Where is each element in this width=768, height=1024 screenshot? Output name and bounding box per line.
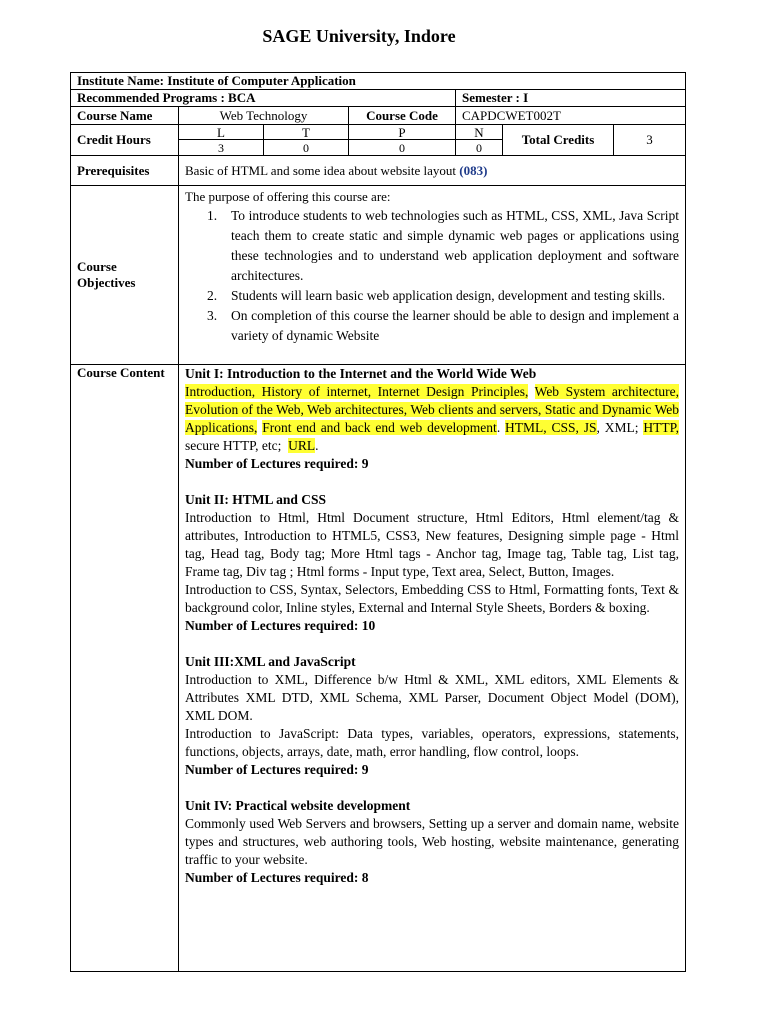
course-name-label: Course Name	[77, 107, 153, 123]
credit-n-value: 0	[455, 139, 503, 156]
unit2-body1: Introduction to Html, Html Document structure, Html Editors, Html element/tag & attributes, Introduction to HTML5, CSS3, New features, Designing simple page - Html tag, Head tag, Body tag; More Html tags - Anchor tag, Image tag, Table tag, List tag, Frame tag, Div tag ; Html forms - Input type, Text area, Select, Button, Images.	[185, 510, 679, 579]
prerequisites-label: Prerequisites	[77, 162, 150, 178]
prerequisites-code: (083)	[459, 162, 488, 178]
unit3-lectures: Number of Lectures required: 9	[185, 762, 369, 777]
unit4-lectures: Number of Lectures required: 8	[185, 870, 369, 885]
unit3-body2: Introduction to JavaScript: Data types, variables, operators, expressions, statements, functions, objects, arrays, date, math, error handling, flow control, loops.	[185, 726, 679, 759]
credit-p-value: 0	[348, 139, 456, 156]
prerequisites-value-cell	[178, 155, 686, 186]
total-credits-value-cell	[613, 124, 686, 156]
content-value-cell	[178, 364, 686, 972]
objectives-value-cell	[178, 185, 686, 365]
credit-hours-label-cell	[70, 124, 179, 156]
unit2-title: Unit II: HTML and CSS	[185, 492, 327, 507]
content-label-cell	[70, 364, 179, 972]
objectives-label-line2: Objectives	[77, 275, 136, 290]
credit-l-header: L	[178, 124, 264, 140]
unit2-body2: Introduction to CSS, Syntax, Selectors, Embedding CSS to Html, Formatting fonts, Text & background color, Inline styles, External and Internal Style Sheets, Borders & boxing.	[185, 582, 679, 615]
objective-item: 1. To introduce students to web technologies such as HTML, CSS, XML, Java Script teach them to create static and simple dynamic web pages or applications using these technologies and to understand web application deployment and software architectures.	[207, 208, 679, 283]
semester-cell	[455, 89, 686, 107]
course-code-value-cell	[455, 106, 686, 125]
unit4-body1: Commonly used Web Servers and browsers, Setting up a server and domain name, website types and structures, web authoring tools, Web hosting, website maintenance, generating traffic to your website.	[185, 816, 679, 867]
content-label: Course Content	[77, 365, 165, 380]
total-credits-label: Total Credits	[521, 132, 595, 147]
unit1-title: Unit I: Introduction to the Internet and the World Wide Web	[185, 366, 537, 381]
prerequisites-label-cell	[70, 155, 179, 186]
course-name-value-cell	[178, 106, 349, 125]
credit-t-value: 0	[263, 139, 349, 156]
objective-item: 2. Students will learn basic web application design, development and testing skills.	[207, 288, 666, 303]
institute-name: Institute Name: Institute of Computer Application	[77, 73, 356, 88]
programs-cell	[70, 89, 456, 107]
unit2-lectures: Number of Lectures required: 10	[185, 618, 376, 633]
credit-t-header: T	[263, 124, 349, 140]
unit3-title: Unit III:XML and JavaScript	[185, 654, 356, 669]
course-name-label-cell	[70, 106, 179, 125]
course-code-label: Course Code	[366, 107, 438, 123]
prerequisites-text: Basic of HTML and some idea about website layout	[185, 162, 460, 178]
course-name-value: Web Technology	[219, 107, 308, 123]
objectives-list	[185, 206, 679, 346]
semester: Semester : I	[462, 90, 529, 105]
unit1-body: Introduction, History of internet, Internet Design Principles, Web System architecture, Evolution of the Web, Web architectures, Web clients and servers, Static and Dynamic Web Applications, Front end and back end web development. HTML, CSS, JS, XML; HTTP, secure HTTP, etc; URL.	[185, 384, 680, 453]
credit-n-header: N	[455, 124, 503, 140]
institute-cell	[70, 72, 686, 90]
syllabus-table	[70, 72, 686, 972]
credit-p-header: P	[348, 124, 456, 140]
credit-l-value: 3	[178, 139, 264, 156]
page-title: SAGE University, Indore	[262, 26, 456, 46]
total-credits-label-cell	[502, 124, 614, 156]
course-code-label-cell	[348, 106, 456, 125]
recommended-programs: Recommended Programs : BCA	[77, 90, 256, 105]
unit1-lectures: Number of Lectures required: 9	[185, 456, 369, 471]
course-code-value: CAPDCWET002T	[462, 107, 561, 123]
objectives-label-cell	[70, 185, 179, 365]
total-credits-value: 3	[646, 132, 653, 147]
objective-item: 3. On completion of this course the learner should be able to design and implement a variety of dynamic Website	[207, 308, 679, 343]
unit4-title: Unit IV: Practical website development	[185, 798, 411, 813]
credit-hours-label: Credit Hours	[77, 132, 151, 147]
objectives-label-line1: Course	[77, 259, 117, 274]
unit3-body1: Introduction to XML, Difference b/w Html & XML, XML editors, XML Elements & Attributes XML DTD, XML Schema, XML Parser, Document Object Model (DOM), XML DOM.	[185, 672, 679, 723]
objectives-intro: The purpose of offering this course are:	[185, 189, 391, 204]
